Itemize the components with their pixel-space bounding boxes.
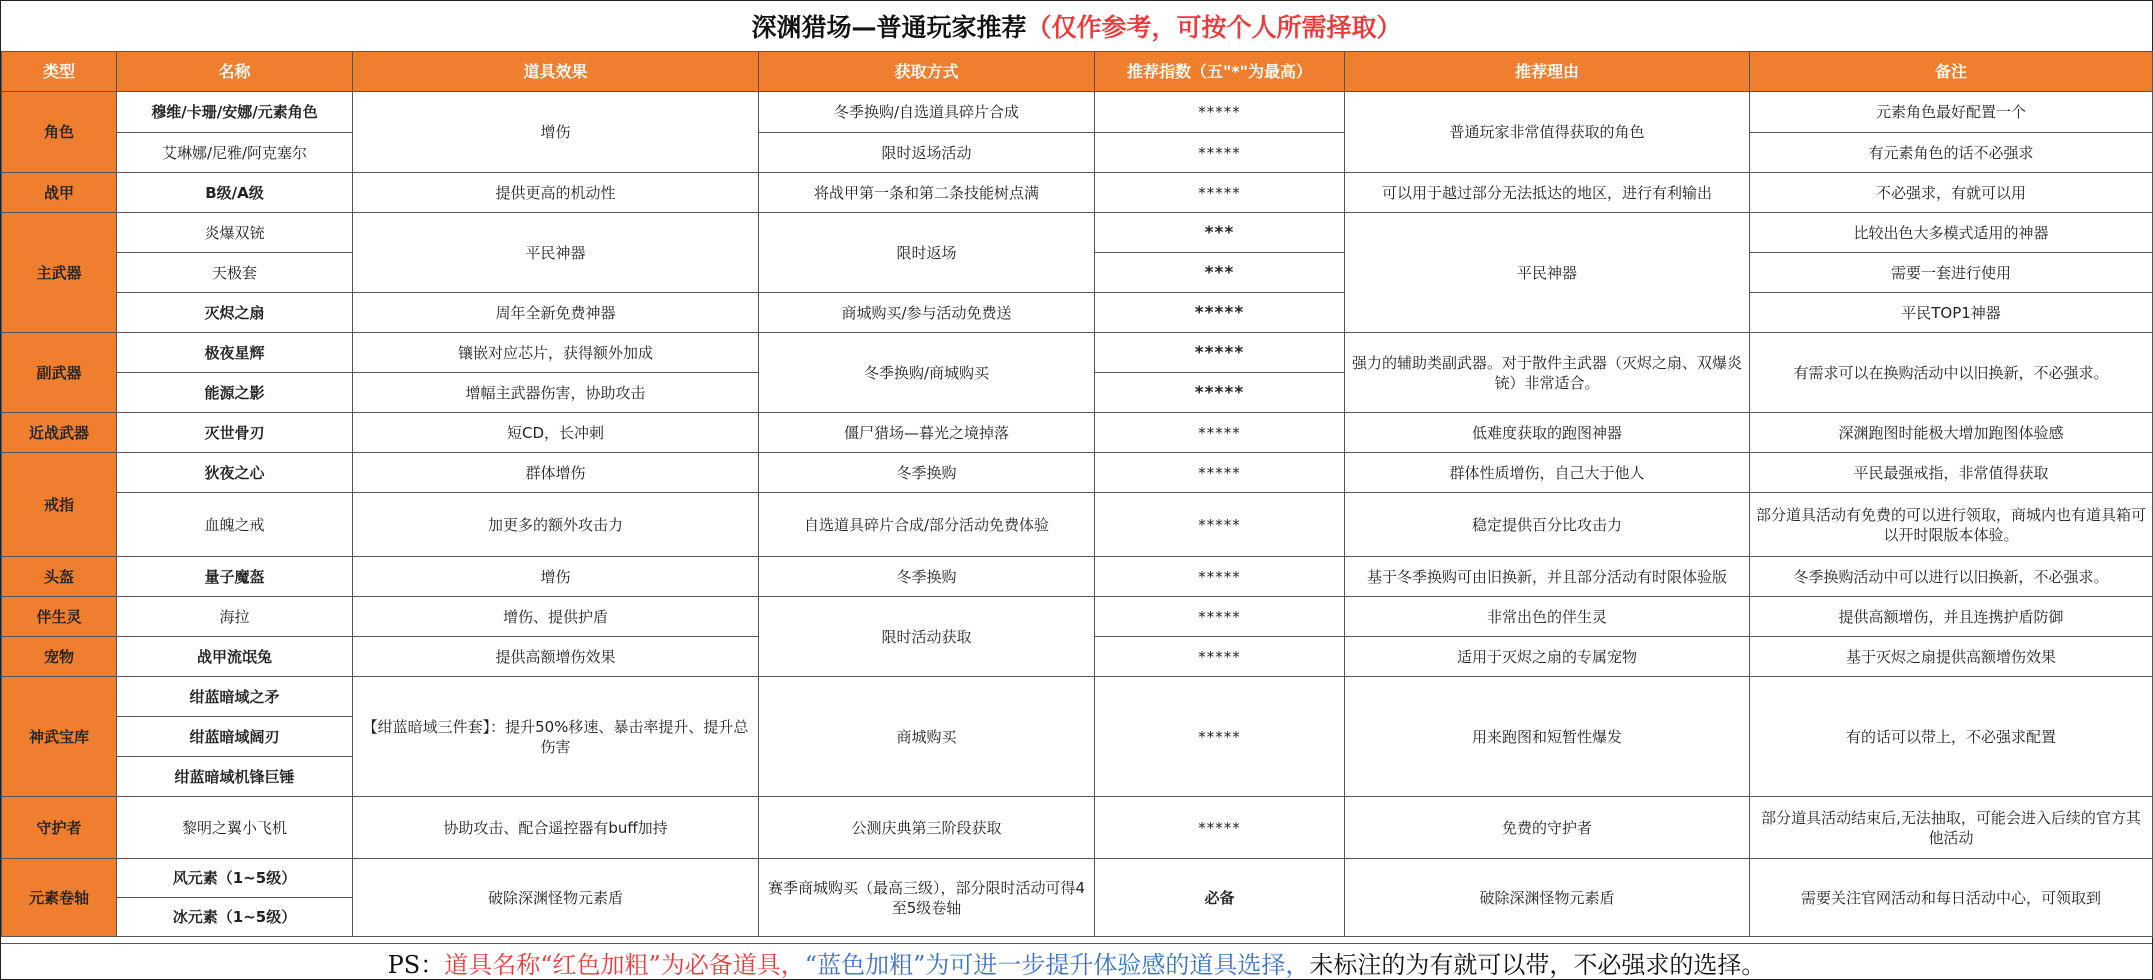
- item-name: 炎爆双铳: [117, 213, 353, 253]
- table-row: [2, 333, 2153, 373]
- item-note: 比较出色大多模式适用的神器: [1750, 213, 2153, 253]
- item-reason: 用来跑图和短暂性爆发: [1345, 677, 1750, 797]
- item-effect: 提供更高的机动性: [353, 173, 759, 213]
- rating-stars: *****: [1095, 373, 1345, 413]
- item-acquire: 僵尸猎场—暮光之境掉落: [759, 413, 1095, 453]
- item-acquire: 限时活动获取: [759, 597, 1095, 677]
- rating-stars: *****: [1095, 557, 1345, 597]
- item-acquire: 商城购买/参与活动免费送: [759, 293, 1095, 333]
- item-name: 量子魔盔: [117, 557, 353, 597]
- header-reason: 推荐理由: [1345, 52, 1750, 92]
- table-row: [2, 293, 2153, 333]
- category-cell: 战甲: [2, 173, 117, 213]
- item-name: 绀蓝暗域机锋巨锤: [117, 757, 353, 797]
- item-name: 灭世骨刃: [117, 413, 353, 453]
- footer-ps: PS：: [387, 950, 445, 979]
- item-name: B级/A级: [117, 173, 353, 213]
- item-name: 绀蓝暗域阔刃: [117, 717, 353, 757]
- item-acquire: 限时返场: [759, 213, 1095, 293]
- item-note: 深渊跑图时能极大增加跑图体验感: [1750, 413, 2153, 453]
- rating-stars: *****: [1095, 453, 1345, 493]
- header-type: 类型: [2, 52, 117, 92]
- table-row: [2, 453, 2153, 493]
- item-reason: 强力的辅助类副武器。对于散件主武器（灭烬之扇、双爆炎铳）非常适合。: [1345, 333, 1750, 413]
- item-reason: 破除深渊怪物元素盾: [1345, 859, 1750, 937]
- item-name: 极夜星辉: [117, 333, 353, 373]
- header-rating: 推荐指数（五"*"为最高）: [1095, 52, 1345, 92]
- item-acquire: 冬季换购/商城购买: [759, 333, 1095, 413]
- rating-stars: *****: [1095, 637, 1345, 677]
- item-reason: 平民神器: [1345, 213, 1750, 333]
- category-cell: 副武器: [2, 333, 117, 413]
- item-name: 海拉: [117, 597, 353, 637]
- item-name: 天极套: [117, 253, 353, 293]
- rating-stars: *****: [1095, 677, 1345, 797]
- category-cell: 戒指: [2, 453, 117, 557]
- item-acquire: 限时返场活动: [759, 133, 1095, 173]
- category-cell: 伴生灵: [2, 597, 117, 637]
- category-cell: 近战武器: [2, 413, 117, 453]
- item-name: 战甲流氓兔: [117, 637, 353, 677]
- table-row: [2, 797, 2153, 859]
- item-effect: 平民神器: [353, 213, 759, 293]
- item-name: 狄夜之心: [117, 453, 353, 493]
- item-effect: 短CD，长冲刺: [353, 413, 759, 453]
- item-effect: 协助攻击、配合遥控器有buff加持: [353, 797, 759, 859]
- item-note: 有需求可以在换购活动中以旧换新，不必强求。: [1750, 333, 2153, 413]
- item-effect: 加更多的额外攻击力: [353, 493, 759, 557]
- item-acquire: 冬季换购: [759, 557, 1095, 597]
- table-row: [2, 133, 2153, 173]
- item-effect: 周年全新免费神器: [353, 293, 759, 333]
- item-name: 血魄之戒: [117, 493, 353, 557]
- recommendation-table: [1, 51, 2153, 937]
- item-acquire: 冬季换购: [759, 453, 1095, 493]
- item-acquire: 商城购买: [759, 677, 1095, 797]
- item-reason: 基于冬季换购可由旧换新，并且部分活动有时限体验版: [1345, 557, 1750, 597]
- item-reason: 群体性质增伤，自己大于他人: [1345, 453, 1750, 493]
- table-row: [2, 92, 2153, 133]
- item-name: 冰元素（1~5级）: [117, 898, 353, 937]
- table-row: [2, 677, 2153, 717]
- item-reason: 普通玩家非常值得获取的角色: [1345, 92, 1750, 173]
- item-name: 能源之影: [117, 373, 353, 413]
- footer-blue-legend: “蓝色加粗”为可进一步提升体验感的道具选择，: [804, 950, 1310, 979]
- rating-stars: ***: [1095, 213, 1345, 253]
- header-acquire: 获取方式: [759, 52, 1095, 92]
- item-effect: 提供高额增伤效果: [353, 637, 759, 677]
- item-acquire: 公测庆典第三阶段获取: [759, 797, 1095, 859]
- item-note: 元素角色最好配置一个: [1750, 92, 2153, 133]
- header-effect: 道具效果: [353, 52, 759, 92]
- item-reason: 非常出色的伴生灵: [1345, 597, 1750, 637]
- category-cell: 角色: [2, 92, 117, 173]
- table-row: [2, 213, 2153, 253]
- rating-stars: *****: [1095, 173, 1345, 213]
- rating-stars: *****: [1095, 333, 1345, 373]
- item-reason: 稳定提供百分比攻击力: [1345, 493, 1750, 557]
- footer-note: [1, 943, 2152, 980]
- item-note: 部分道具活动结束后,无法抽取，可能会进入后续的官方其他活动: [1750, 797, 2153, 859]
- item-effect: 增幅主武器伤害，协助攻击: [353, 373, 759, 413]
- category-cell: 神武宝库: [2, 677, 117, 797]
- item-effect: 镶嵌对应芯片，获得额外加成: [353, 333, 759, 373]
- item-effect: 群体增伤: [353, 453, 759, 493]
- header-row: [2, 52, 2153, 92]
- item-note: 有的话可以带上，不必强求配置: [1750, 677, 2153, 797]
- title-note: （仅作参考，可按个人所需择取）: [1026, 13, 1402, 42]
- item-acquire: 自选道具碎片合成/部分活动免费体验: [759, 493, 1095, 557]
- table-row: [2, 173, 2153, 213]
- category-cell: 宠物: [2, 637, 117, 677]
- item-reason: 适用于灭烬之扇的专属宠物: [1345, 637, 1750, 677]
- rating-stars: *****: [1095, 493, 1345, 557]
- item-effect: 破除深渊怪物元素盾: [353, 859, 759, 937]
- rating-stars: *****: [1095, 413, 1345, 453]
- table-row: [2, 557, 2153, 597]
- item-note: 基于灭烬之扇提供高额增伤效果: [1750, 637, 2153, 677]
- item-note: 提供高额增伤，并且连携护盾防御: [1750, 597, 2153, 637]
- rating-stars: *****: [1095, 797, 1345, 859]
- footer-red-legend: 道具名称“红色加粗”为必备道具，: [444, 950, 805, 979]
- item-acquire: 冬季换购/自选道具碎片合成: [759, 92, 1095, 133]
- item-name: 黎明之翼小飞机: [117, 797, 353, 859]
- table-row: [2, 493, 2153, 557]
- footer-rest: 未标注的为有就可以带，不必强求的选择。: [1309, 950, 1766, 979]
- item-effect: 【绀蓝暗域三件套】：提升50%移速、暴击率提升、提升总伤害: [353, 677, 759, 797]
- category-cell: 主武器: [2, 213, 117, 333]
- rating-stars: *****: [1095, 597, 1345, 637]
- table-row: [2, 859, 2153, 898]
- item-reason: 免费的守护者: [1345, 797, 1750, 859]
- item-name: 绀蓝暗域之矛: [117, 677, 353, 717]
- item-reason: 可以用于越过部分无法抵达的地区，进行有利输出: [1345, 173, 1750, 213]
- item-note: 不必强求，有就可以用: [1750, 173, 2153, 213]
- item-note: 需要关注官网活动和每日活动中心，可领取到: [1750, 859, 2153, 937]
- item-name: 灭烬之扇: [117, 293, 353, 333]
- page-title: [1, 1, 2152, 52]
- item-name: 穆维/卡珊/安娜/元素角色: [117, 92, 353, 133]
- title-main: 深渊猎场—普通玩家推荐: [751, 13, 1027, 42]
- item-acquire: 将战甲第一条和第二条技能树点满: [759, 173, 1095, 213]
- header-name: 名称: [117, 52, 353, 92]
- rating-stars: *****: [1095, 293, 1345, 333]
- category-cell: 元素卷轴: [2, 859, 117, 937]
- item-acquire: 赛季商城购买（最高三级），部分限时活动可得4至5级卷轴: [759, 859, 1095, 937]
- rating-stars: ***: [1095, 253, 1345, 293]
- category-cell: 守护者: [2, 797, 117, 859]
- rating-stars: *****: [1095, 92, 1345, 133]
- item-note: 平民最强戒指，非常值得获取: [1750, 453, 2153, 493]
- item-effect: 增伤: [353, 92, 759, 173]
- item-note: 冬季换购活动中可以进行以旧换新，不必强求。: [1750, 557, 2153, 597]
- item-name: 艾琳娜/尼雅/阿克塞尔: [117, 133, 353, 173]
- item-reason: 低难度获取的跑图神器: [1345, 413, 1750, 453]
- rating-stars: *****: [1095, 133, 1345, 173]
- rating-label: 必备: [1095, 859, 1345, 937]
- item-effect: 增伤: [353, 557, 759, 597]
- item-note: 平民TOP1神器: [1750, 293, 2153, 333]
- table-row: [2, 413, 2153, 453]
- item-effect: 增伤、提供护盾: [353, 597, 759, 637]
- table-row: [2, 597, 2153, 637]
- item-note: 部分道具活动有免费的可以进行领取，商城内也有道具箱可以开时限版本体验。: [1750, 493, 2153, 557]
- item-note: 有元素角色的话不必强求: [1750, 133, 2153, 173]
- item-name: 风元素（1~5级）: [117, 859, 353, 898]
- header-note: 备注: [1750, 52, 2153, 92]
- item-note: 需要一套进行使用: [1750, 253, 2153, 293]
- category-cell: 头盔: [2, 557, 117, 597]
